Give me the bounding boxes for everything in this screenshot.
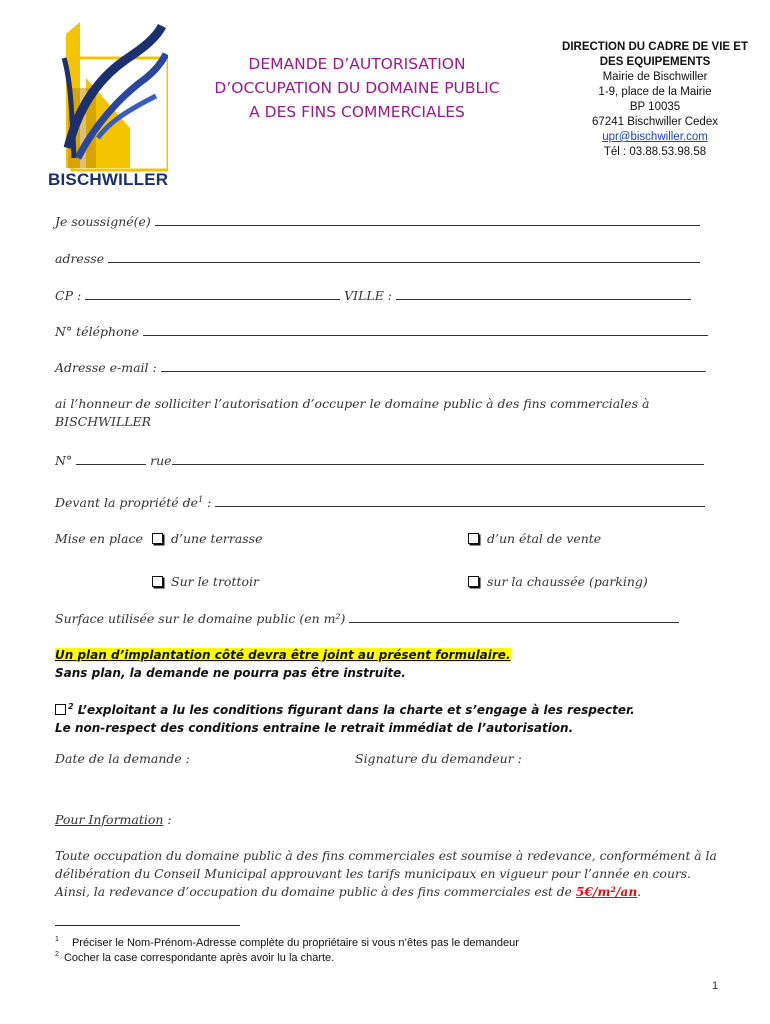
ville-label: VILLE : (344, 288, 393, 303)
information-line-1: Toute occupation du domaine public à des fins commerciales est soumise à redevance, conformément à la (55, 849, 717, 863)
chaussee-option[interactable] (468, 574, 648, 589)
plan-notice-text: Un plan d’implantation côté devra être joint au présent formulaire. (55, 648, 511, 662)
email-field (55, 359, 706, 375)
rue-input-line[interactable] (172, 452, 704, 465)
telephone-label: N° téléphone (55, 324, 140, 339)
title-line-3: A DES FINS COMMERCIALES (249, 103, 465, 121)
telephone-field (55, 323, 708, 339)
information-heading (55, 812, 172, 827)
title-line-1: DEMANDE D’AUTORISATION (248, 55, 466, 73)
telephone-input-line[interactable] (143, 323, 708, 336)
footnote-2-text: Cocher la case correspondante après avoir lu la charte. (63, 951, 335, 964)
cp-ville-field (55, 287, 691, 303)
bischwiller-logo (38, 18, 168, 193)
information-line-3-text: Ainsi, la redevance d’occupation du domaine public à des fins commerciales est de (55, 885, 576, 899)
adresse-field (55, 250, 700, 266)
honneur-line-2: BISCHWILLER (55, 414, 152, 429)
footnote-2-number: 2 (55, 951, 59, 958)
cp-label: CP : (55, 288, 82, 303)
page-number: 1 (712, 980, 719, 992)
ville-input-line[interactable] (396, 287, 691, 300)
devant-field (55, 494, 705, 510)
surface-field (55, 610, 679, 626)
adresse-label: adresse (55, 251, 105, 266)
chaussee-label: sur la chaussée (parking) (487, 574, 648, 589)
cp-input-line[interactable] (85, 287, 340, 300)
trottoir-checkbox[interactable] (152, 576, 163, 587)
chaussee-checkbox[interactable] (468, 576, 479, 587)
footnote-ref-1: 1 (198, 494, 204, 504)
devant-label: Devant la propriété de (55, 495, 199, 510)
surface-input-line[interactable] (349, 610, 679, 623)
bp-number: BP 10035 (629, 101, 681, 113)
adresse-input-line[interactable] (108, 250, 700, 263)
mairie-name: Mairie de Bischwiller (602, 71, 708, 83)
email-link[interactable]: upr@bischwiller.com (602, 131, 708, 143)
logo-text: BISCHWILLER (48, 170, 169, 189)
footnote-1-text: Préciser le Nom-Prénom-Adresse complète du propriétaire si vous n’êtes pas le demandeur (71, 936, 519, 949)
numero-rue-field (55, 452, 704, 468)
date-label: Date de la demande : (55, 751, 191, 766)
footnote-2 (55, 951, 334, 964)
phone-number: Tél : 03.88.53.98.58 (603, 146, 707, 158)
soussigne-input-line[interactable] (155, 213, 700, 226)
bischwiller-logo-icon (38, 18, 168, 173)
footnote-1-number: 1 (55, 936, 59, 943)
information-heading-colon: : (163, 812, 172, 827)
plan-notice (55, 648, 511, 662)
surface-label: Surface utilisée sur le domaine public (en m²) (55, 611, 346, 626)
sans-plan-notice: Sans plan, la demande ne pourra pas être instruite. (55, 666, 406, 680)
numero-input-line[interactable] (76, 452, 146, 465)
address-block (540, 40, 770, 160)
email-input-line[interactable] (161, 359, 706, 372)
signature-label: Signature du demandeur : (355, 751, 522, 766)
information-paragraph (55, 847, 755, 901)
charte-option[interactable] (55, 702, 635, 717)
rate-value: 5€/m²/an (575, 884, 638, 899)
mise-en-place-label: Mise en place (55, 531, 143, 546)
devant-input-line[interactable] (215, 494, 705, 507)
terrasse-option[interactable] (152, 531, 263, 546)
honneur-paragraph (55, 395, 715, 431)
information-heading-text: Pour Information (55, 812, 164, 827)
trottoir-label: Sur le trottoir (171, 574, 260, 589)
information-line-3 (55, 883, 755, 901)
terrasse-checkbox[interactable] (152, 533, 163, 544)
etal-checkbox[interactable] (468, 533, 479, 544)
street-address: 1-9, place de la Mairie (598, 86, 712, 98)
email-label: Adresse e-mail : (55, 360, 157, 375)
devant-colon: : (203, 495, 212, 510)
etal-option[interactable] (468, 531, 601, 546)
title-line-2: D’OCCUPATION DU DOMAINE PUBLIC (214, 79, 500, 97)
trottoir-option[interactable] (152, 574, 259, 589)
non-respect-notice: Le non-respect des conditions entraine le retrait immédiat de l’autorisation. (55, 721, 574, 735)
honneur-line-1: ai l’honneur de solliciter l’autorisation d’occuper le domaine public à des fins commerciales à (55, 396, 650, 411)
charte-text: L’exploitant a lu les conditions figurant dans la charte et s’engage à les respecter. (77, 703, 635, 717)
terrasse-label: d’une terrasse (171, 531, 263, 546)
soussigne-label: Je soussigné(e) (55, 214, 151, 229)
footnote-ref-2: 2 (68, 702, 74, 711)
document-title (172, 52, 542, 124)
footnote-1 (55, 936, 519, 949)
numero-label: N° (55, 453, 73, 468)
footnote-separator (55, 925, 240, 926)
soussigne-field (55, 213, 700, 229)
etal-label: d’un étal de vente (487, 531, 602, 546)
rue-label: rue (150, 453, 172, 468)
information-line-2: délibération du Conseil Municipal approuvant les tarifs municipaux en vigueur pour l’année en cours. (55, 867, 691, 881)
information-line-3-end: . (637, 885, 642, 899)
city-line: 67241 Bischwiller Cedex (592, 116, 718, 128)
department-line-1: DIRECTION DU CADRE DE VIE ET (562, 41, 748, 53)
department-line-2: DES EQUIPEMENTS (599, 56, 711, 68)
charte-checkbox[interactable] (55, 704, 66, 715)
